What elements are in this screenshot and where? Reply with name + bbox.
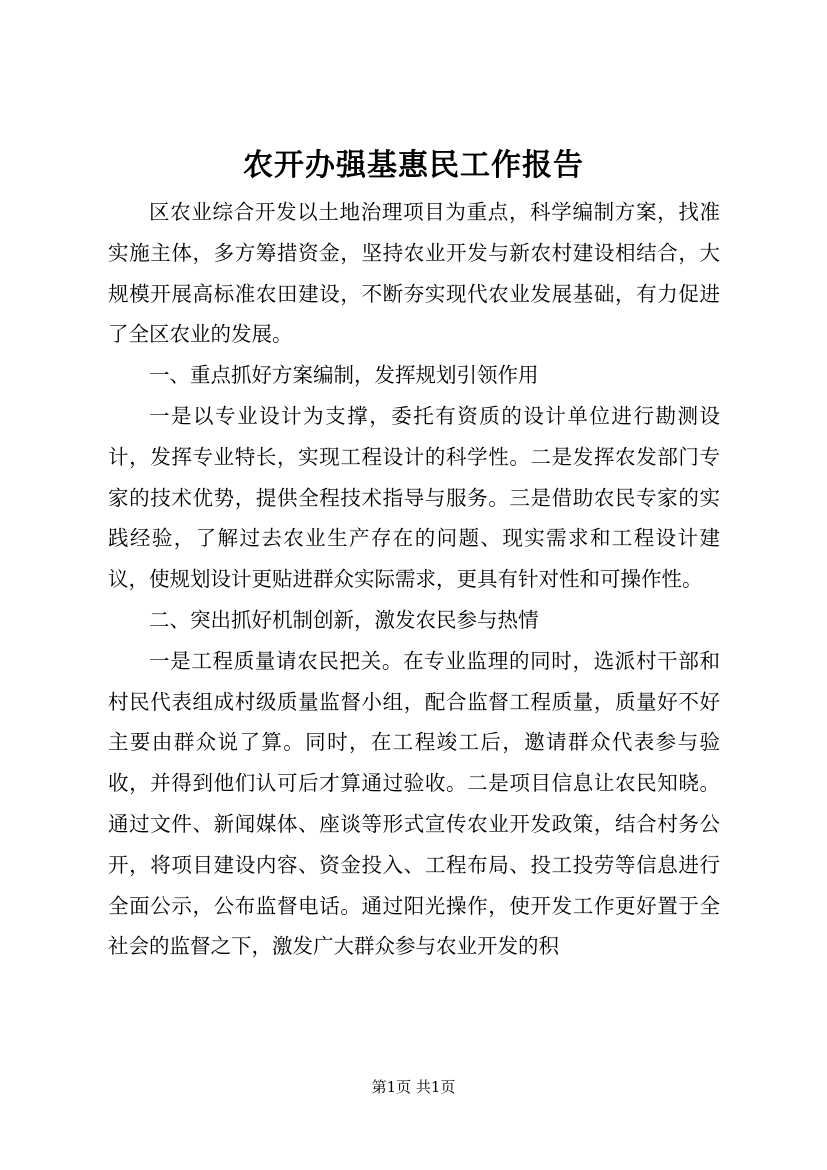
page-footer: 第1页 共1页: [371, 1078, 456, 1096]
document-body: [108, 192, 720, 967]
document-title: 农开办强基惠民工作报告: [243, 148, 584, 183]
section-2-paragraph: 一是工程质量请农民把关。在专业监理的同时，选派村干部和村民代表组成村级质量监督小组，配合监督工程质量，质量好不好主要由群众说了算。同时，在工程竣工后，邀请群众代表参与验收，并得到他们认可后才算通过验收。二是项目信息让农民知晓。通过文件、新闻媒体、座谈等形式宣传农业开发政策，结合村务公开，将项目建设内容、资金投入、工程布局、投工投劳等信息进行全面公示，公布监督电话。通过阳光操作，使开发工作更好置于全社会的监督之下，激发广大群众参与农业开发的积: [108, 648, 720, 959]
section-heading-1: 一、重点抓好方案编制，发挥规划引领作用: [149, 363, 539, 388]
section-1-paragraph: 一是以专业设计为支撑，委托有资质的设计单位进行勘测设计，发挥专业特长，实现工程设计的科学性。二是发挥农发部门专家的技术优势，提供全程技术指导与服务。三是借助农民专家的实践经验，了解过去农业生产存在的问题、现实需求和工程设计建议，使规划设计更贴进群众实际需求，更具有针对性和可操作性。: [108, 403, 720, 592]
intro-paragraph: 区农业综合开发以土地治理项目为重点，科学编制方案，找准实施主体，多方筹措资金，坚持农业开发与新农村建设相结合，大规模开展高标准农田建设，不断夯实现代农业发展基础，有力促进了全区农业的发展。: [108, 200, 720, 347]
section-heading-2: 二、突出抓好机制创新，激发农民参与热情: [149, 607, 539, 632]
